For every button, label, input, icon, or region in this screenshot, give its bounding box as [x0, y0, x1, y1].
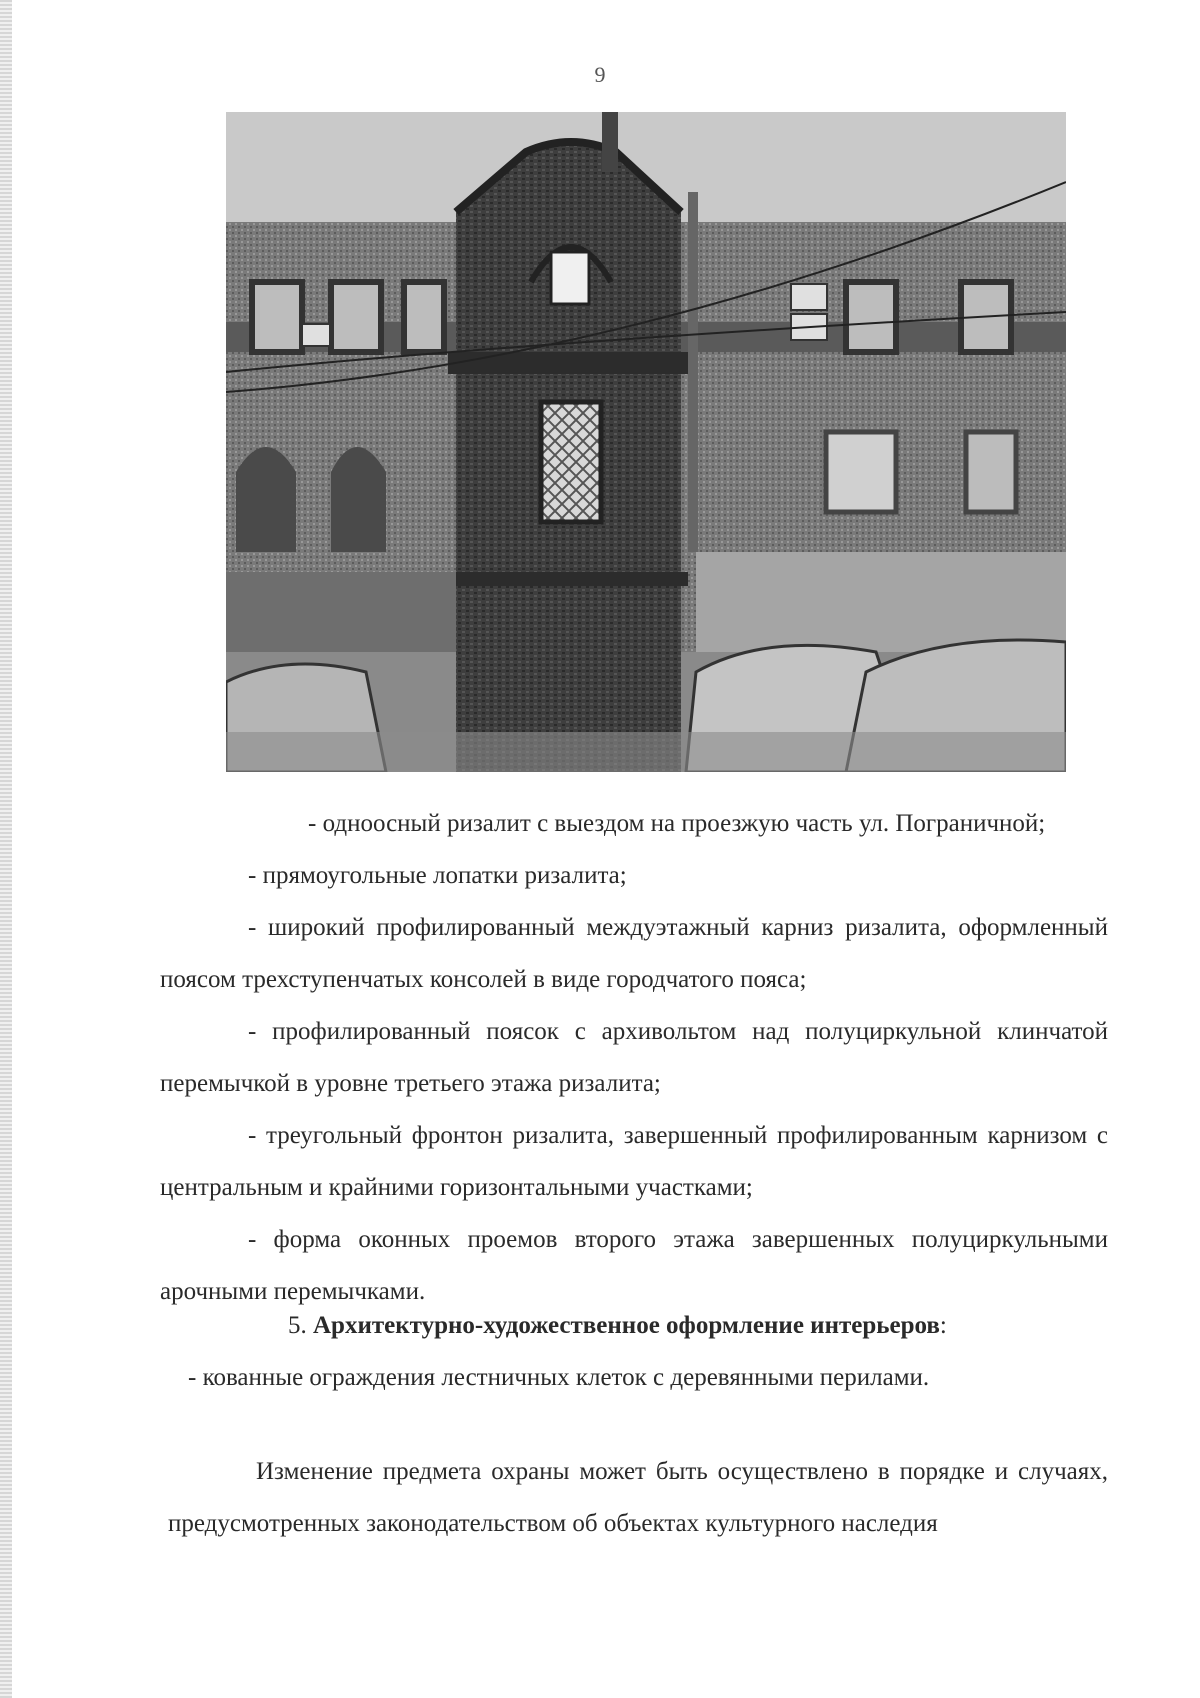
scan-edge	[0, 0, 12, 1698]
section-heading	[160, 1300, 1108, 1352]
list-item: - широкий профилированный междуэтажный карниз ризалита, оформленный поясом трехступенчатых консолей в виде городчатого пояса;	[160, 914, 1108, 993]
closing-text: Изменение предмета охраны может быть осуществлено в порядке и случаях, предусмотренных законодательством об объектах культурного наследия	[168, 1458, 1108, 1537]
list-item: - форма оконных проемов второго этажа завершенных полуциркульными арочными перемычками.	[160, 1226, 1108, 1305]
list-item: - треугольный фронтон ризалита, завершенный профилированным карнизом с центральным и крайними горизонтальными участками;	[160, 1122, 1108, 1201]
list-item: - профилированный поясок с архивольтом над полуциркульной клинчатой перемычкой в уровне третьего этажа ризалита;	[160, 1018, 1108, 1097]
section-title: Архитектурно-художественное оформление интерьеров	[313, 1312, 940, 1339]
section-5	[160, 1300, 1108, 1404]
section-item: - кованные ограждения лестничных клеток с деревянными перилами.	[188, 1364, 930, 1391]
building-facade-photo	[226, 112, 1066, 772]
list-block	[160, 798, 1108, 1318]
section-suffix: :	[939, 1312, 947, 1339]
section-number: 5.	[288, 1312, 307, 1339]
list-item: - одноосный ризалит с выездом на проезжую часть ул. Пограничной;	[308, 810, 1046, 837]
page-number: 9	[594, 62, 606, 87]
list-item: - прямоугольные лопатки ризалита;	[248, 862, 627, 889]
closing-paragraph	[168, 1446, 1108, 1550]
